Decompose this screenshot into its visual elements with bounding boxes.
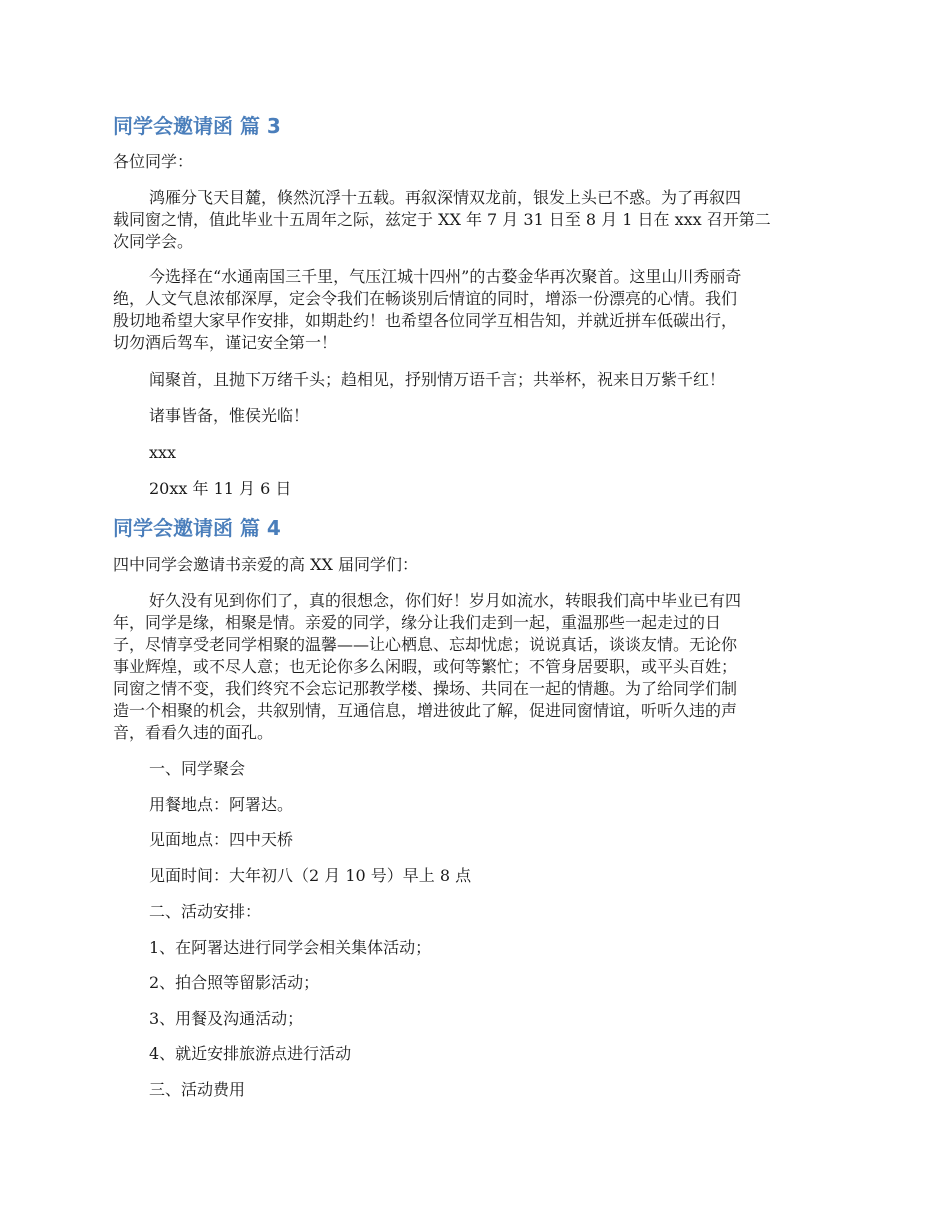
text-line: 次同学会。 xyxy=(113,232,194,251)
text-line: 今选择在“水通南国三千里，气压江城十四州”的古婺金华再次聚首。这里山川秀丽奇 xyxy=(149,267,742,286)
text-line: 载同窗之情，值此毕业十五周年之际，兹定于 XX 年 7 月 31 日至 8 月 1 日在 xxx 召开第二 xyxy=(113,210,771,229)
text-line: 同窗之情不变，我们终究不会忘记那教学楼、操场、共同在一起的情趣。为了给同学们制 xyxy=(113,679,738,698)
section3-date: 20xx 年 11 月 6 日 xyxy=(149,479,292,498)
text-line: 子，尽情享受老同学相聚的温馨——让心栖息、忘却忧虑；说说真话，谈谈友情。无论你 xyxy=(113,635,738,654)
text-line: 绝，人文气息浓郁深厚，定会令我们在畅谈别后情谊的同时，增添一份漂亮的心情。我们 xyxy=(113,289,738,308)
text-line: 鸿雁分飞天目麓，倏然沉浮十五载。再叙深情双龙前，银发上头已不惑。为了再叙四 xyxy=(149,188,742,207)
list-item: 见面地点：四中天桥 xyxy=(149,830,294,849)
section3-heading: 同学会邀请函 篇 3 xyxy=(113,114,281,138)
list-item: 三、活动费用 xyxy=(149,1080,246,1099)
text-line: 造一个相聚的机会，共叙别情，互通信息，增进彼此了解，促进同窗情谊，听听久违的声 xyxy=(113,701,738,720)
section3-paragraph-1 xyxy=(113,187,841,253)
text-line: 音，看看久违的面孔。 xyxy=(113,723,274,742)
list-item: 一、同学聚会 xyxy=(149,759,246,778)
text-line: 切勿酒后驾车，谨记安全第一！ xyxy=(113,333,338,352)
section4-paragraph-1 xyxy=(113,590,841,744)
section3-paragraph-4: 诸事皆备，惟侯光临！ xyxy=(149,406,310,425)
section3-greeting: 各位同学： xyxy=(113,152,194,171)
section4-intro: 四中同学会邀请书亲爱的高 XX 届同学们： xyxy=(113,555,418,574)
list-item: 4、就近安排旅游点进行活动 xyxy=(149,1044,352,1063)
text-line: 好久没有见到你们了，真的很想念，你们好！岁月如流水，转眼我们高中毕业已有四 xyxy=(149,591,742,610)
list-item: 3、用餐及沟通活动； xyxy=(149,1009,304,1028)
list-item: 见面时间：大年初八（2 月 10 号）早上 8 点 xyxy=(149,866,472,885)
text-line: 年，同学是缘，相聚是情。亲爱的同学，缘分让我们走到一起，重温那些一起走过的日 xyxy=(113,613,722,632)
list-item: 1、在阿署达进行同学会相关集体活动； xyxy=(149,938,432,957)
section3-paragraph-2 xyxy=(113,266,841,354)
section3-signature: xxx xyxy=(149,443,177,462)
section3-paragraph-3: 闻聚首，且抛下万绪千头；趋相见，抒别情万语千言；共举杯，祝来日万紫千红！ xyxy=(149,370,726,389)
section4-heading: 同学会邀请函 篇 4 xyxy=(113,516,281,540)
list-item: 用餐地点：阿署达。 xyxy=(149,795,294,814)
text-line: 事业辉煌，或不尽人意；也无论你多么闲暇，或何等繁忙；不管身居要职，或平头百姓； xyxy=(113,657,738,676)
list-item: 2、拍合照等留影活动； xyxy=(149,973,320,992)
list-item: 二、活动安排： xyxy=(149,902,262,921)
text-line: 殷切地希望大家早作安排，如期赴约！也希望各位同学互相告知，并就近拼车低碳出行， xyxy=(113,311,738,330)
